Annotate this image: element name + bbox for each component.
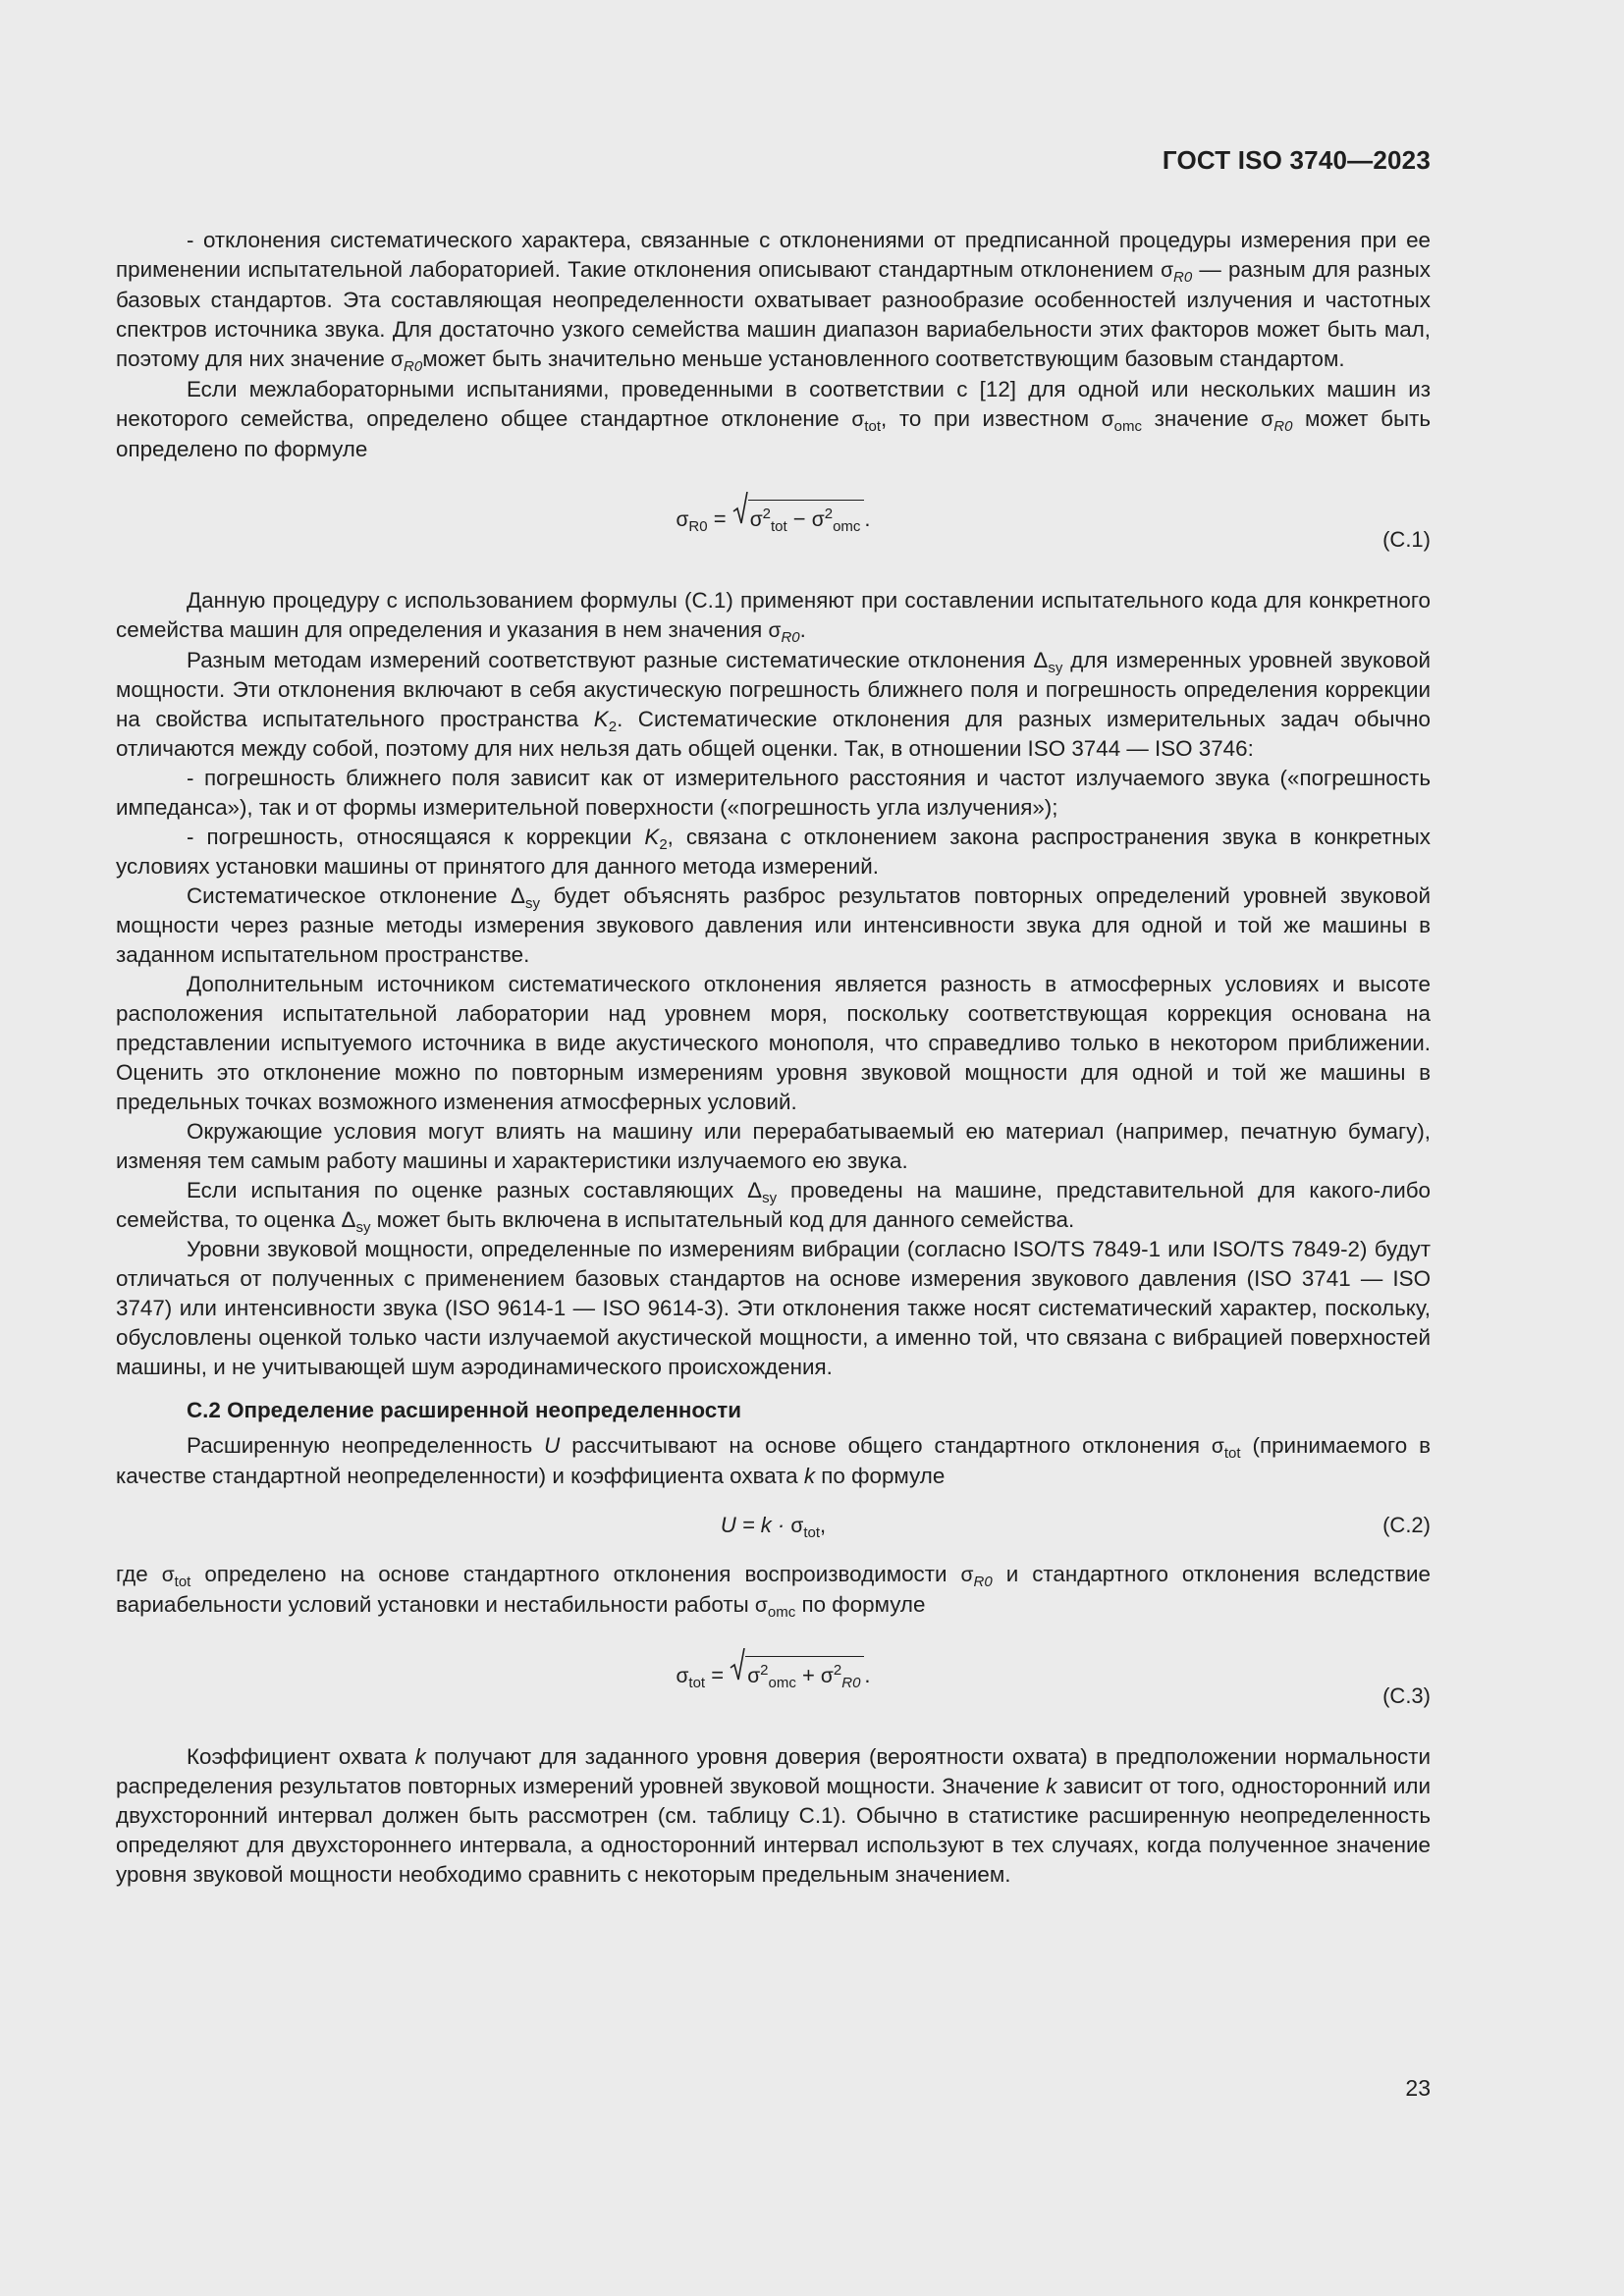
sqrt-sign: $\sigma^2_{omc} + \sigma^2_{R0}$ (730, 1656, 864, 1691)
formula-c2: $U = k \cdot \sigma_{tot}$, (С.2) (720, 1513, 1431, 1541)
paragraph: Разным методам измерений соответствуют разные систематические отклонения $\Delta_{sy}$ для измеренных уровней звуковой мощности. Эти отклонения включают в себя акустическую погрешность ближнего поля и погрешность определения коррекции на свойства испытательного пространства $K_2$. Систематические отклонения для разных измерительных задач обычно отличаются между собой, поэтому для них нельзя дать общей оценки. Так, в отношении ISO 3744 — ISO 3746: (116, 648, 1431, 761)
paragraph: Расширенную неопределенность U рассчитывают на основе общего стандартного отклонения $\sigma_{tot}$ (принимаемого в качестве стандартной неопределенности) и коэффициента охвата k по формуле (116, 1433, 1431, 1488)
paragraph: Дополнительным источником систематического отклонения является разность в атмосферных условиях и высоте расположения испытательной лаборатории над уровнем моря, поскольку соответствующая коррекция основана на представлении испытуемого источника в виде акустического монополя, что справедливо только в некотором приближении. Оценить это отклонение можно по повторным измерениям уровня звуковой мощности для одной и той же машины в предельных точках возможного изменения атмосферных условий. (116, 972, 1431, 1114)
paragraph: Если испытания по оценке разных составляющих $\Delta_{sy}$ проведены на машине, представительной для какого-либо семейства, то оценка $\Delta_{sy}$ может быть включена в испытательный код для данного семейства. (116, 1178, 1431, 1236)
paragraph: Данную процедуру с использованием формулы (С.1) применяют при составлении испытательного кода для конкретного семейства машин для определения и указания в нем значения $\sigma_{R0}$. (116, 588, 1431, 646)
formula-number: (С.1) (1382, 527, 1431, 552)
page-number: 23 (1405, 2075, 1431, 2101)
formula-number: (С.2) (1382, 1513, 1431, 1537)
paragraph: Коэффициент охвата k получают для заданного уровня доверия (вероятности охвата) в предположении нормальности распределения результатов повторных измерений уровней звуковой мощности. Значение k зависит от того, односторонний или двухсторонний интервал должен быть рассмотрен (см. таблицу С.1). Обычно в статистике расширенную неопределенность определяют для двухстороннего интервала, а односторонний интервал используют в тех случаях, когда полученное значение уровня звуковой мощности необходимо сравнить с некоторым предельным значением. (116, 1744, 1431, 1887)
formula-number: (С.3) (1382, 1683, 1431, 1708)
paragraph: Систематическое отклонение $\Delta_{sy}$ будет объяснять разброс результатов повторных определений уровней звуковой мощности через разные методы измерения звукового давления или интенсивности звука для одной и той же машины в заданном испытательном пространстве. (116, 883, 1431, 967)
paragraph: Окружающие условия могут влиять на машину или перерабатываемый ею материал (например, печатную бумагу), изменяя тем самым работу машины и характеристики излучаемого ею звука. (116, 1119, 1431, 1173)
document-header: ГОСТ ISO 3740—2023 (1162, 145, 1431, 175)
paragraph: - погрешность, относящаяся к коррекции $K_2$, связана с отклонением закона распространения звука в конкретных условиях установки машины от принятого для данного метода измерений. (116, 825, 1431, 879)
paragraph: - отклонения систематического характера, связанные с отклонениями от предписанной процедуры измерения при ее применении испытательной лабораторией. Такие отклонения описывают стандартным отклонением $\sigma_{R0}$ — разным для разных базовых стандартов. Эта составляющая неопределенности охватывает разнообразие особенностей излучения и частотных спектров источника звука. Для достаточно узкого семейства машин диапазон вариабельности этих факторов может быть мал, поэтому для них значение $\sigma_{R0}может$ быть значительно меньше установленного соответствующим базовым стандартом. (116, 228, 1432, 375)
sqrt-sign: $\sigma^2_{tot} - \sigma^2_{omc}$ (732, 500, 865, 535)
formula-c3: $\sigma_{tot}$ = $\sigma^2_{omc} + \sigma^2_{R0}$ . (С.3) (116, 1646, 1431, 1715)
paragraph: - погрешность ближнего поля зависит как от измерительного расстояния и частот излучаемого звука («погрешность импеданса»), так и от формы измерительной поверхности («погрешность угла излучения»); (116, 766, 1431, 820)
paragraph: где $\sigma_{tot}$ определено на основе стандартного отклонения воспроизводимости $\sigma_{R0}$ и стандартного отклонения вследствие вариабельности условий установки и нестабильности работы $\sigma_{omc}$ по формуле (116, 1562, 1432, 1621)
paragraph: Если межлабораторными испытаниями, проведенными в соответствии с [12] для одной или нескольких машин из некоторого семейства, определено общее стандартное отклонение $\sigma_{tot}$, то при известном $\sigma_{omc}$ значение $\sigma_{R0}$ может быть определено по формуле (116, 377, 1431, 461)
paragraph: Уровни звуковой мощности, определенные по измерениям вибрации (согласно ISO/TS 7849-1 или ISO/TS 7849-2) будут отличаться от полученных с применением базовых стандартов на основе измерения звукового давления (ISO 3741 — ISO 3747) или интенсивности звука (ISO 9614-1 — ISO 9614-3). Эти отклонения также носят систематический характер, поскольку, обусловлены оценкой только части излучаемой акустической мощности, а именно той, что связана с вибрацией поверхностей машины, и не учитывающей шум аэродинамического происхождения. (116, 1237, 1431, 1379)
document-body (116, 226, 1431, 1890)
section-heading: С.2 Определение расширенной неопределенности (187, 1398, 741, 1422)
formula-c1: $\sigma_{R0}$ = $\sigma^2_{tot} - \sigma^2_{omc}$ . (С.1) (116, 490, 1431, 559)
